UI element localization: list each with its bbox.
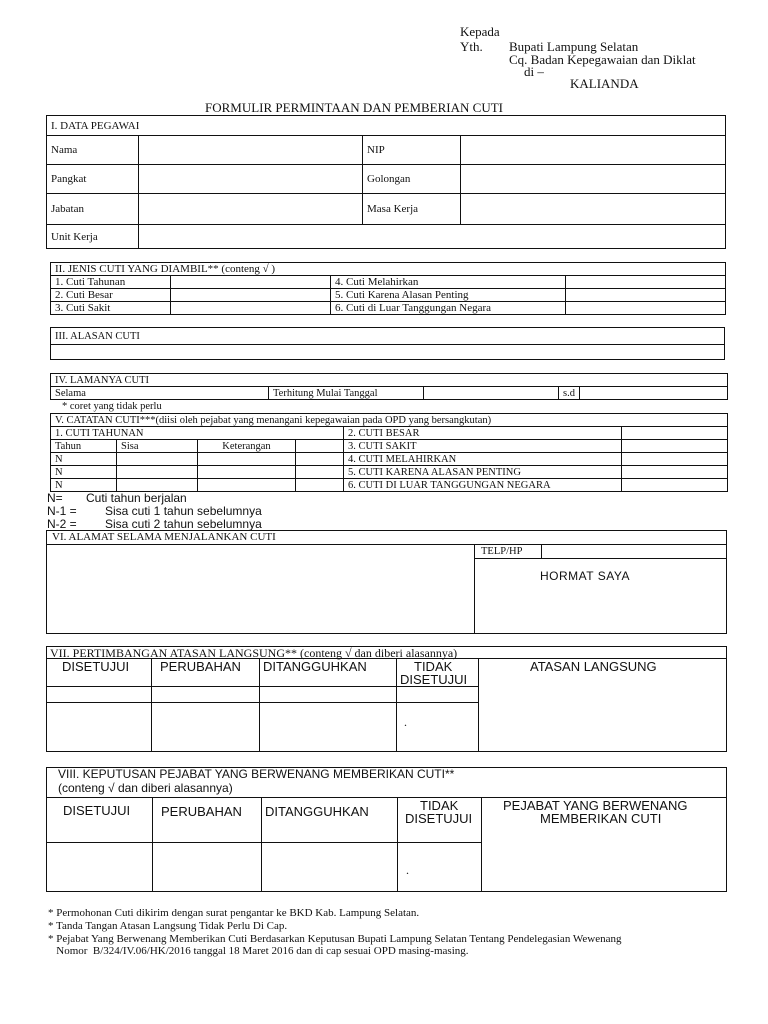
legend-val-2: Sisa cuti 2 tahun sebelumnya bbox=[105, 517, 262, 531]
field-catatan-cuti-5[interactable] bbox=[622, 466, 728, 479]
s8-col-tidak: TIDAK bbox=[420, 798, 459, 813]
section5-heading: V. CATATAN CUTI***(diisi oleh pejabat yang menangani kepegawaian pada OPD yang bersangkutan) bbox=[51, 414, 728, 427]
catatan-cuti-5: 5. CUTI KARENA ALASAN PENTING bbox=[344, 466, 622, 479]
s7-check-ditangguhkan[interactable] bbox=[260, 703, 395, 751]
section3-table bbox=[50, 327, 725, 360]
checkbox-cuti-5[interactable] bbox=[566, 289, 726, 302]
cuti-tahunan-label: 1. CUTI TAHUNAN bbox=[51, 427, 344, 440]
s8-col-pejabat: PEJABAT YANG BERWENANG bbox=[503, 798, 688, 813]
s7-dot: . bbox=[404, 715, 407, 729]
section6-telp-line bbox=[474, 558, 727, 559]
form-title: FORMULIR PERMINTAAN DAN PEMBERIAN CUTI bbox=[205, 100, 503, 115]
jenis-cuti-2: 2. Cuti Besar bbox=[51, 289, 171, 302]
address-city: KALIANDA bbox=[570, 76, 639, 91]
blank-cell bbox=[296, 466, 344, 479]
catatan-cuti-3: 3. CUTI SAKIT bbox=[344, 440, 622, 453]
s8-col-perubahan: PERUBAHAN bbox=[161, 804, 242, 819]
catatan-cuti-2: 2. CUTI BESAR bbox=[344, 427, 622, 440]
section7-heading: VII. PERTIMBANGAN ATASAN LANGSUNG** (conteng √ dan diberi alasannya) bbox=[50, 646, 458, 660]
section6-telp-divider bbox=[541, 544, 542, 558]
s8-check-tidak[interactable] bbox=[398, 843, 480, 891]
s8-col-disetujui2: DISETUJUI bbox=[405, 811, 473, 826]
s8-col-ditangguhkan: DITANGGUHKAN bbox=[265, 804, 369, 819]
label-mulai-tanggal: Terhitung Mulai Tanggal bbox=[269, 387, 424, 400]
catatan-cuti-6: 6. CUTI DI LUAR TANGGUNGAN NEGARA bbox=[344, 479, 622, 492]
section3-heading: III. ALASAN CUTI bbox=[51, 328, 725, 345]
s8-col-memberikan: MEMBERIKAN CUTI bbox=[540, 811, 662, 826]
field-tanggal-mulai[interactable] bbox=[424, 387, 559, 400]
field-telp[interactable] bbox=[543, 545, 725, 557]
label-nama: Nama bbox=[47, 136, 139, 165]
hormat-saya: HORMAT SAYA bbox=[540, 569, 630, 583]
s7-signature-area[interactable] bbox=[479, 676, 726, 751]
section8-heading2: (conteng √ dan diberi alasannya) bbox=[58, 781, 233, 795]
field-sisa-1[interactable] bbox=[117, 466, 198, 479]
jenis-cuti-1: 1. Cuti Tahunan bbox=[51, 276, 171, 289]
row-n-1: N bbox=[51, 466, 117, 479]
jenis-cuti-5: 5. Cuti Karena Alasan Penting bbox=[331, 289, 566, 302]
jenis-cuti-3: 3. Cuti Sakit bbox=[51, 302, 171, 315]
blank-cell bbox=[296, 453, 344, 466]
label-golongan: Golongan bbox=[363, 165, 461, 194]
label-nip: NIP bbox=[363, 136, 461, 165]
field-jabatan[interactable] bbox=[139, 194, 363, 225]
field-catatan-cuti-3[interactable] bbox=[622, 440, 728, 453]
blank-cell bbox=[296, 479, 344, 492]
s7-check-tidak[interactable] bbox=[397, 703, 477, 751]
footnote-1: * Tanda Tangan Atasan Langsung Tidak Perlu Di Cap. bbox=[48, 920, 288, 932]
field-catatan-cuti-6[interactable] bbox=[622, 479, 728, 492]
section2-table bbox=[50, 262, 726, 315]
blank-cell bbox=[296, 440, 344, 453]
address-line1: Bupati Lampung Selatan bbox=[509, 39, 639, 54]
legend-val-0: Cuti tahun berjalan bbox=[86, 491, 187, 505]
field-nama[interactable] bbox=[139, 136, 363, 165]
field-tanggal-selesai[interactable] bbox=[580, 387, 728, 400]
field-alamat[interactable] bbox=[48, 546, 472, 632]
address-line2: Cq. Badan Kepegawaian dan Diklat bbox=[509, 52, 696, 67]
section8-heading1: VIII. KEPUTUSAN PEJABAT YANG BERWENANG MEMBERIKAN CUTI** bbox=[58, 767, 455, 781]
s8-check-ditangguhkan[interactable] bbox=[262, 843, 396, 891]
checkbox-cuti-4[interactable] bbox=[566, 276, 726, 289]
s7-col-atasan: ATASAN LANGSUNG bbox=[530, 659, 657, 674]
label-pangkat: Pangkat bbox=[47, 165, 139, 194]
field-masa-kerja[interactable] bbox=[461, 194, 726, 225]
s7-col-ditangguhkan: DITANGGUHKAN bbox=[263, 659, 367, 674]
section2-heading: II. JENIS CUTI YANG DIAMBIL** (conteng √ ) bbox=[51, 263, 726, 276]
row-n-2: N bbox=[51, 479, 117, 492]
jenis-cuti-4: 4. Cuti Melahirkan bbox=[331, 276, 566, 289]
label-jabatan: Jabatan bbox=[47, 194, 139, 225]
legend-key-1: N-1 = bbox=[47, 504, 77, 518]
field-ket-1[interactable] bbox=[198, 466, 296, 479]
label-unit-kerja: Unit Kerja bbox=[47, 225, 139, 249]
col-sisa: Sisa bbox=[117, 440, 198, 453]
section4-heading: IV. LAMANYA CUTI bbox=[51, 374, 728, 387]
s7-col-tidak: TIDAK bbox=[414, 659, 453, 674]
checkbox-cuti-1[interactable] bbox=[171, 276, 331, 289]
footnote-0: * Permohonan Cuti dikirim dengan surat pengantar ke BKD Kab. Lampung Selatan. bbox=[48, 907, 420, 919]
legend-key-2: N-2 = bbox=[47, 517, 77, 531]
address-yth: Yth. bbox=[460, 39, 483, 54]
section1-heading: I. DATA PEGAWAI bbox=[47, 116, 726, 136]
s8-dot: . bbox=[406, 863, 409, 877]
field-ket-2[interactable] bbox=[198, 479, 296, 492]
field-sisa-0[interactable] bbox=[117, 453, 198, 466]
s8-signature-area[interactable] bbox=[482, 830, 726, 891]
s7-col-disetujui2: DISETUJUI bbox=[400, 672, 468, 687]
field-alasan-cuti[interactable] bbox=[51, 345, 725, 360]
field-golongan[interactable] bbox=[461, 165, 726, 194]
field-ket-0[interactable] bbox=[198, 453, 296, 466]
section1-table bbox=[46, 115, 726, 249]
s8-col-disetujui: DISETUJUI bbox=[63, 803, 131, 818]
footnote-2: * Pejabat Yang Berwenang Memberikan Cuti Berdasarkan Keputusan Bupati Lampung Selatan Tentang Pendelegasian Wewenang bbox=[48, 933, 622, 945]
checkbox-cuti-6[interactable] bbox=[566, 302, 726, 315]
s7-col-perubahan: PERUBAHAN bbox=[160, 659, 241, 674]
s8-check-disetujui[interactable] bbox=[47, 843, 151, 891]
field-nip[interactable] bbox=[461, 136, 726, 165]
catatan-cuti-4: 4. CUTI MELAHIRKAN bbox=[344, 453, 622, 466]
section6-heading: VI. ALAMAT SELAMA MENJALANKAN CUTI bbox=[52, 531, 276, 543]
legend-val-1: Sisa cuti 1 tahun sebelumnya bbox=[105, 504, 262, 518]
checkbox-cuti-2[interactable] bbox=[171, 289, 331, 302]
col-keterangan: Keterangan bbox=[198, 440, 296, 453]
checkbox-cuti-3[interactable] bbox=[171, 302, 331, 315]
field-unit-kerja[interactable] bbox=[139, 225, 726, 249]
row-n-0: N bbox=[51, 453, 117, 466]
s8-check-perubahan[interactable] bbox=[153, 843, 260, 891]
label-masa-kerja: Masa Kerja bbox=[363, 194, 461, 225]
s7-check-disetujui[interactable] bbox=[47, 703, 150, 751]
field-sisa-2[interactable] bbox=[117, 479, 198, 492]
s7-check-perubahan[interactable] bbox=[152, 703, 258, 751]
label-sd: s.d bbox=[559, 387, 580, 400]
field-catatan-cuti-4[interactable] bbox=[622, 453, 728, 466]
section5-table bbox=[50, 413, 728, 492]
footnote-3: Nomor B/324/IV.06/HK/2016 tanggal 18 Maret 2016 dan di cap sesuai OPD masing-masing. bbox=[48, 945, 469, 957]
label-telp: TELP/HP bbox=[481, 546, 523, 557]
s7-col-disetujui: DISETUJUI bbox=[62, 659, 130, 674]
address-kepada: Kepada bbox=[460, 24, 500, 39]
label-selama: Selama bbox=[51, 387, 269, 400]
field-pangkat[interactable] bbox=[139, 165, 363, 194]
section4-table bbox=[50, 373, 728, 400]
field-catatan-cuti-2[interactable] bbox=[622, 427, 728, 440]
legend-key-0: N= bbox=[47, 491, 63, 505]
coret-note: * coret yang tidak perlu bbox=[62, 401, 162, 412]
jenis-cuti-6: 6. Cuti di Luar Tanggungan Negara bbox=[331, 302, 566, 315]
address-di: di – bbox=[524, 64, 544, 79]
col-tahun: Tahun bbox=[51, 440, 117, 453]
